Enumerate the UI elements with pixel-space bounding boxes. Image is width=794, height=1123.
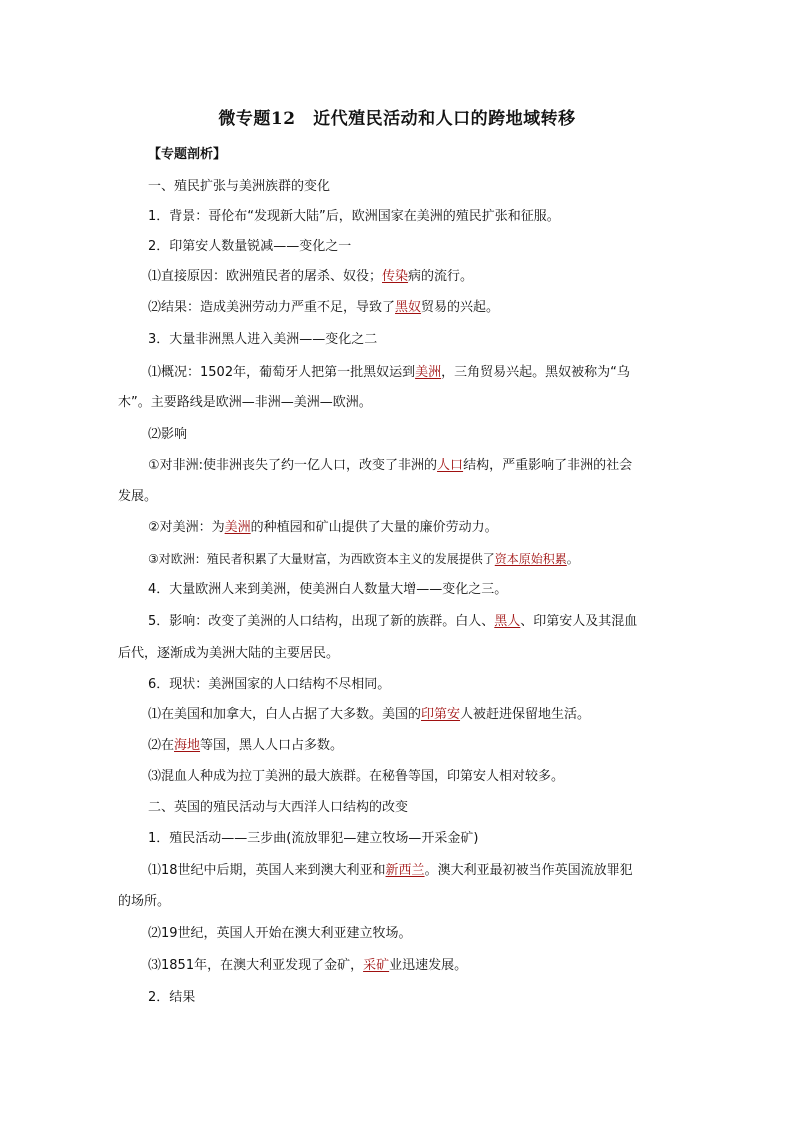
text-run: 5．影响：改变了美洲的人口结构，出现了新的族群。白人、: [148, 614, 495, 629]
text-run: ②对美洲：为: [148, 520, 225, 535]
text-run: ⑵在: [148, 738, 175, 753]
text-run: 病的流行。: [408, 269, 474, 284]
paragraph: [148, 268, 680, 286]
underlined-term: 采矿: [363, 958, 390, 973]
underlined-term: 黑奴: [395, 300, 422, 315]
paragraph: 3．大量非洲黑人进入美洲——变化之二: [148, 332, 378, 347]
text-run: 、印第安人及其混血: [520, 614, 638, 629]
text-run: 。: [566, 552, 579, 566]
section-1-heading: 一、殖民扩张与美洲族群的变化: [148, 179, 331, 194]
text-run: ⑴在美国和加拿大，白人占据了大多数。美国的: [148, 707, 422, 722]
paragraph: [148, 737, 680, 755]
text-run: ①对非洲:使非洲丧失了约一亿人口，改变了非洲的: [148, 458, 438, 473]
text-run: ⑴18世纪中后期，英国人来到澳大利亚和: [148, 863, 386, 878]
underlined-term: 印第安: [421, 707, 461, 722]
paragraph-continuation: 的场所。: [118, 894, 171, 909]
text-run: 。澳大利亚最初被当作英国流放罪犯: [424, 863, 633, 878]
text-run: 结构，严重影响了非洲的社会: [463, 458, 633, 473]
underlined-term: 人口: [437, 458, 464, 473]
paragraph: 2．结果: [148, 990, 196, 1005]
paragraph: 6．现状：美洲国家的人口结构不尽相同。: [148, 677, 391, 692]
paragraph: [148, 613, 680, 631]
text-run: 人被赶进保留地生活。: [460, 707, 591, 722]
paragraph: [148, 706, 680, 724]
text-run: 业迅速发展。: [389, 958, 468, 973]
paragraph: [148, 862, 680, 880]
underlined-term: 黑人: [494, 614, 521, 629]
paragraph: [148, 364, 680, 382]
underlined-term: 资本原始积累: [494, 552, 567, 566]
text-run: ⑵结果：造成美洲劳动力严重不足，导致了: [148, 300, 396, 315]
paragraph: ⑶混血人种成为拉丁美洲的最大族群。在秘鲁等国，印第安人相对较多。: [148, 769, 565, 784]
text-run: 的种植园和矿山提供了大量的廉价劳动力。: [250, 520, 498, 535]
paragraph: [148, 457, 680, 475]
paragraph: 2．印第安人数量锐减——变化之一: [148, 239, 352, 254]
paragraph-continuation: 发展。: [118, 489, 158, 504]
text-run: ⑴概况：1502年，葡萄牙人把第一批黑奴运到: [148, 365, 416, 380]
paragraph-continuation: 后代，逐渐成为美洲大陆的主要居民。: [118, 646, 340, 661]
text-run: 等国，黑人人口占多数。: [200, 738, 344, 753]
underlined-term: 美洲: [224, 520, 251, 535]
paragraph: ⑵影响: [148, 427, 188, 442]
text-run: ，三角贸易兴起。黑奴被称为“乌: [441, 365, 630, 380]
paragraph: [148, 550, 680, 568]
underlined-term: 传染: [382, 269, 409, 284]
paragraph: [148, 299, 680, 317]
section-2-heading: 二、英国的殖民活动与大西洋人口结构的改变: [148, 800, 409, 815]
paragraph-continuation: 木”。主要路线是欧洲—非洲—美洲—欧洲。: [118, 395, 372, 410]
text-run: ⑴直接原因：欧洲殖民者的屠杀、奴役；: [148, 269, 383, 284]
underlined-term: 美洲: [415, 365, 442, 380]
text-run: ⑶1851年，在澳大利亚发现了金矿，: [148, 958, 364, 973]
paragraph: 1．背景：哥伦布“发现新大陆”后，欧洲国家在美洲的殖民扩张和征服。: [148, 209, 560, 224]
text-run: 贸易的兴起。: [421, 300, 500, 315]
paragraph: 1．殖民活动——三步曲(流放罪犯—建立牧场—开采金矿): [148, 831, 479, 846]
paragraph: 4．大量欧洲人来到美洲，使美洲白人数量大增——变化之三。: [148, 582, 508, 597]
analysis-heading: 【专题剖析】: [148, 147, 227, 162]
underlined-term: 海地: [174, 738, 201, 753]
paragraph: ⑵19世纪，英国人开始在澳大利亚建立牧场。: [148, 926, 412, 941]
text-run: ③对欧洲：殖民者积累了大量财富，为西欧资本主义的发展提供了: [148, 552, 495, 566]
paragraph: [148, 519, 680, 537]
page-title: 微专题12 近代殖民活动和人口的跨地域转移: [218, 109, 576, 129]
paragraph: [148, 957, 680, 975]
underlined-term: 新西兰: [385, 863, 425, 878]
